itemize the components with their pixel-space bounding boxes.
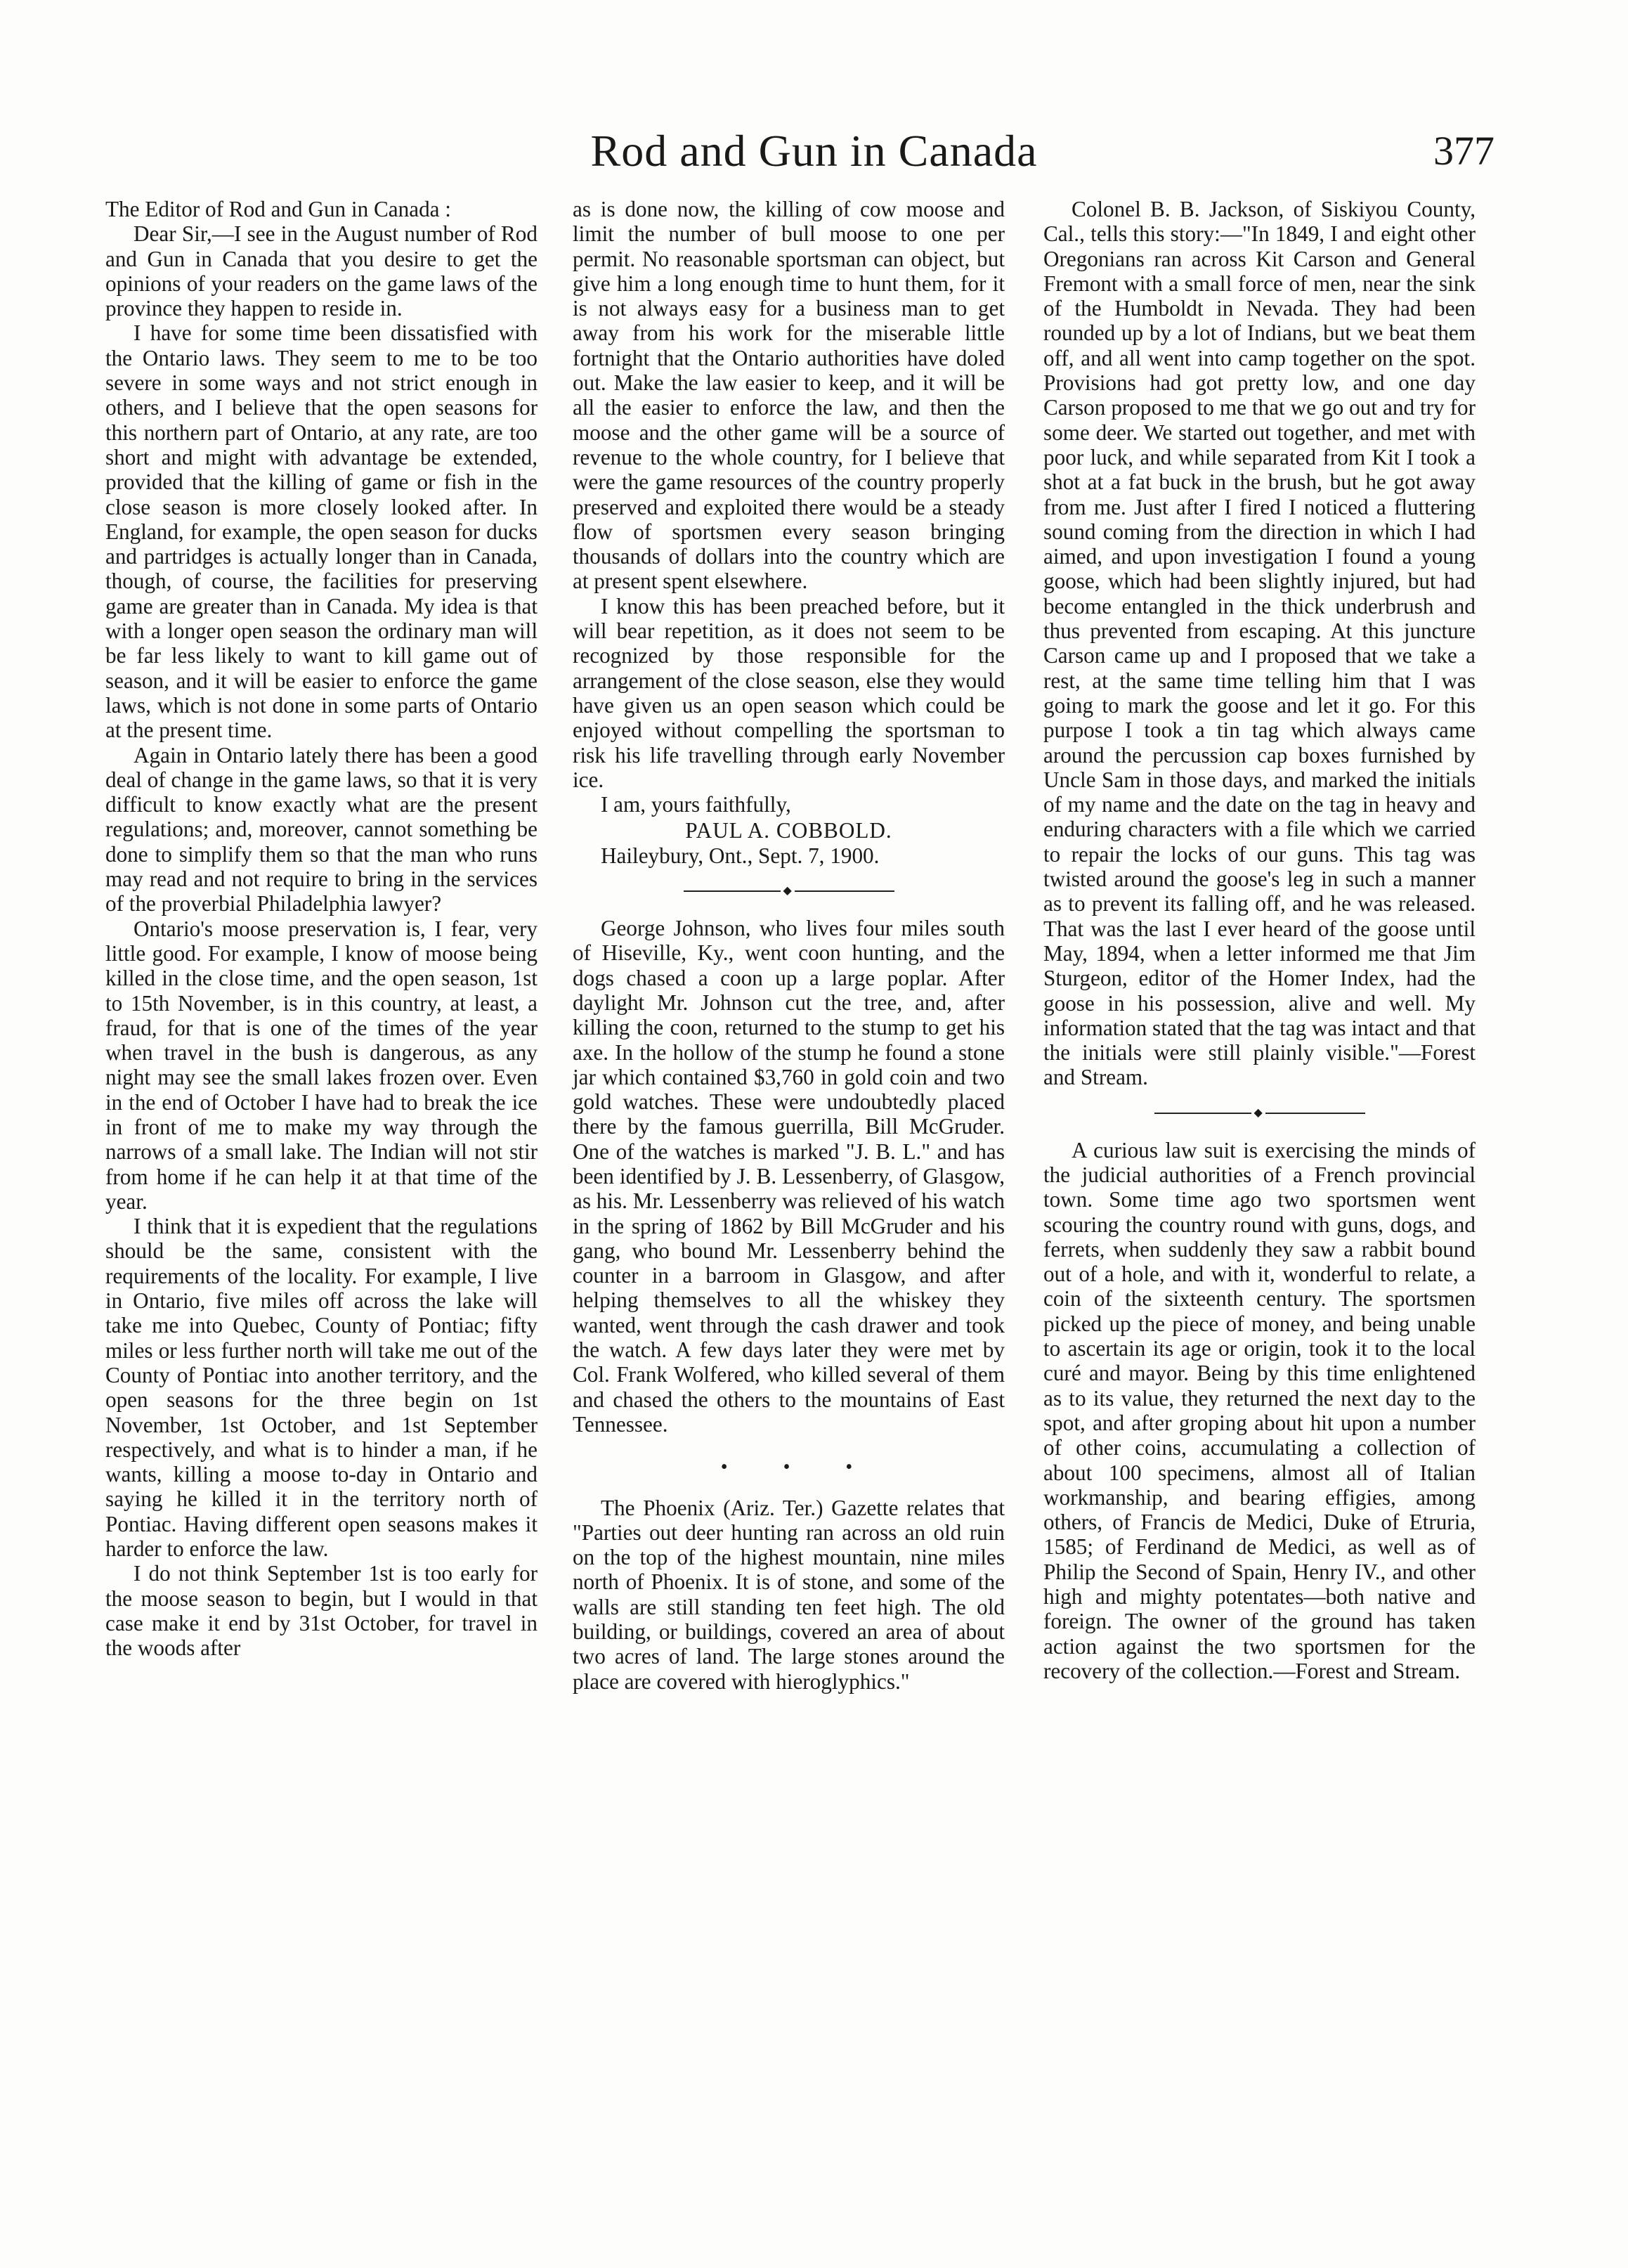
- page-header: [0, 119, 1628, 197]
- page-number: 377: [1433, 128, 1494, 174]
- paragraph: George Johnson, who lives four miles south of Hiseville, Ky., went coon hunting, and the dogs chased a coon up a large poplar. After daylight Mr. Johnson cut the tree, and, after killing the coon, returned to the stump to get his axe. In the hollow of the stump he found a stone jar which contained $3,760 in gold coin and two gold watches. These were undoubtedly placed there by the famous guerrilla, Bill McGruder. One of the watches is marked "J. B. L." and has been identified by J. B. Lessenberry, of Glasgow, as his. Mr. Lessenberry was relieved of his watch in the spring of 1862 by Bill McGruder and his gang, who bound Mr. Lessenberry behind the counter in a barroom in Glasgow, and after helping themselves to all the whiskey they wanted, went through the cash drawer and took the watch. A few days later they were met by Col. Frank Wolfered, who killed several of them and chased the others to the mountains of East Tennessee.: [573, 916, 1005, 1437]
- divider-ornament: ◆: [1251, 1108, 1265, 1119]
- magazine-title: Rod and Gun in Canada: [590, 126, 1038, 176]
- section-divider: [1154, 1106, 1365, 1119]
- paragraph: Dear Sir,—I see in the August number of Rod and Gun in Canada that you desire to get the opinions of your readers on the game laws of the province they happen to reside in.: [105, 221, 538, 321]
- column-left: [105, 197, 538, 1661]
- letter-closing: I am, yours faithfully,: [601, 792, 791, 817]
- section-divider: [684, 885, 894, 898]
- letter-signature: PAUL A. COBBOLD.: [685, 818, 892, 843]
- paragraph: I know this has been preached before, but it will bear repetition, as it does not seem to be recognized by those responsible for the arrangement of the close season, else they would have given us an open season which could be enjoyed without compelling the sportsman to risk his life travelling through early November ice.: [573, 593, 1005, 792]
- paragraph: Ontario's moose preservation is, I fear, very little good. For example, I know of moose being killed in the close time, and the open season, 1st to 15th November, is in this country, at least, a fraud, for that is one of the times of the year when travel in the bush is dangerous, as any night may see the small lakes frozen over. Even in the end of October I have had to break the ice in front of me to make my way through the narrows of a small lake. The Indian will not stir from home if he can help it at that time of the year.: [105, 916, 538, 1214]
- paragraph: A curious law suit is exercising the minds of the judicial authorities of a French provincial town. Some time ago two sportsmen went scouring the country round with guns, dogs, and ferrets, when suddenly they saw a rabbit bound out of a hole, and with it, wonderful to relate, a coin of the sixteenth century. The sportsmen picked up the piece of money, and being unable to ascertain its age or origin, took it to the local curé and mayor. Being by this time enlightened as to its value, they returned the next day to the spot, and after groping about hit upon a number of other coins, accumulating a collection of about 100 specimens, almost all of Italian workmanship, and bearing effigies, among others, of Francis de Medici, Duke of Etruria, 1585; of Ferdinand de Medici, as well as of Philip the Second of Spain, Henry IV., and other high and mighty potentates—both native and foreign. The owner of the ground has taken action against the two sportsmen for the recovery of the collection.—Forest and Stream.: [1043, 1137, 1476, 1683]
- section-dots: • • •: [720, 1456, 878, 1479]
- paragraph: as is done now, the killing of cow moose and limit the number of bull moose to one per permit. No reasonable sportsman can object, but give him a long enough time to hunt them, for it is not always easy for a business man to get away from his work for the miserable little fortnight that the Ontario authorities have doled out. Make the law easier to keep, and it will be all the easier to enforce the law, and then the moose and the other game will be a source of revenue to the whole country, for I believe that were the game resources of the country properly preserved and exploited there would be a steady flow of sportsmen every season bringing thousands of dollars into the country which are at present spent elsewhere.: [573, 197, 1005, 594]
- divider-ornament: ◆: [781, 886, 795, 897]
- column-middle: [573, 197, 1005, 1694]
- paragraph: Again in Ontario lately there has been a good deal of change in the game laws, so that it is very difficult to know exactly what are the present regulations; and, moreover, cannot something be done to simplify them so that the man who runs may read and not require to bring in the services of the proverbial Philadelphia lawyer?: [105, 742, 538, 916]
- paragraph: I think that it is expedient that the regulations should be the same, consistent with the requirements of the locality. For example, I live in Ontario, five miles off across the lake will take me into Quebec, County of Pontiac; fifty miles or less further north will take me out of the County of Pontiac into another territory, and the open seasons for the three begin on 1st November, 1st October, and 1st September respectively, and what is to hinder a man, if he wants, killing a moose to-day in Ontario and saying he killed it in the territory north of Pontiac. Having different open seasons makes it harder to enforce the law.: [105, 1214, 538, 1562]
- letter-dateline: Haileybury, Ont., Sept. 7, 1900.: [601, 843, 880, 868]
- paragraph: Colonel B. B. Jackson, of Siskiyou County, Cal., tells this story:—"In 1849, I and eight other Oregonians ran across Kit Carson and General Fremont with a small force of men, near the sink of the Humboldt in Nevada. They had been rounded up by a lot of Indians, but we beat them off, and all went into camp together on the spot. Provisions had got pretty low, and one day Carson proposed to me that we go out and try for some deer. We started out together, and met with poor luck, and while separated from Kit I took a shot at a fat buck in the brush, but he got away from me. Just after I fired I noticed a fluttering sound coming from the direction in which I had aimed, and upon investigation I found a young goose, which had been slightly injured, but had become entangled in the thick underbrush and thus prevented from escaping. At this juncture Carson came up and I proposed that we take a rest, at the same time telling him that I was going to mark the goose and let it go. For this purpose I took a tin tag which always came around the percussion cap boxes furnished by Uncle Sam in those days, and marked the initials of my name and the date on the tag in heavy and enduring characters with a file which we carried to repair the locks of our guns. This tag was twisted around the goose's leg in such a manner as to prevent its falling off, and he was released. That was the last I ever heard of the goose until May, 1894, when a letter informed me that Jim Sturgeon, editor of the Homer Index, had the goose in his possession, alive and well. My information stated that the tag was intact and that the initials were still plainly visible."—Forest and Stream.: [1043, 197, 1476, 1090]
- paragraph: I have for some time been dissatisfied with the Ontario laws. They seem to me to be too severe in some ways and not strict enough in others, and I believe that the open seasons for this northern part of Ontario, at any rate, are too short and might with advantage be extended, provided that the killing of game or fish in the close season is more closely looked after. In England, for example, the open season for ducks and partridges is actually longer than in Canada, though, of course, the facilities for preserving game are greater than in Canada. My idea is that with a longer open season the ordinary man will be far less likely to want to kill game out of season, and it will be easier to enforce the game laws, which is not done in some parts of Ontario at the present time.: [105, 320, 538, 743]
- column-right: [1043, 197, 1476, 1683]
- paragraph: I do not think September 1st is too early for the moose season to begin, but I would in that case make it end by 31st October, for travel in the woods after: [105, 1561, 538, 1661]
- paragraph: The Phoenix (Ariz. Ter.) Gazette relates that "Parties out deer hunting ran across an old ruin on the top of the highest mountain, nine miles north of Phoenix. It is of stone, and some of the walls are still standing ten feet high. The old building, or buildings, covered an area of about two acres of land. The large stones around the place are covered with hieroglyphics.": [573, 1495, 1005, 1694]
- letter-salutation: The Editor of Rod and Gun in Canada :: [105, 197, 451, 221]
